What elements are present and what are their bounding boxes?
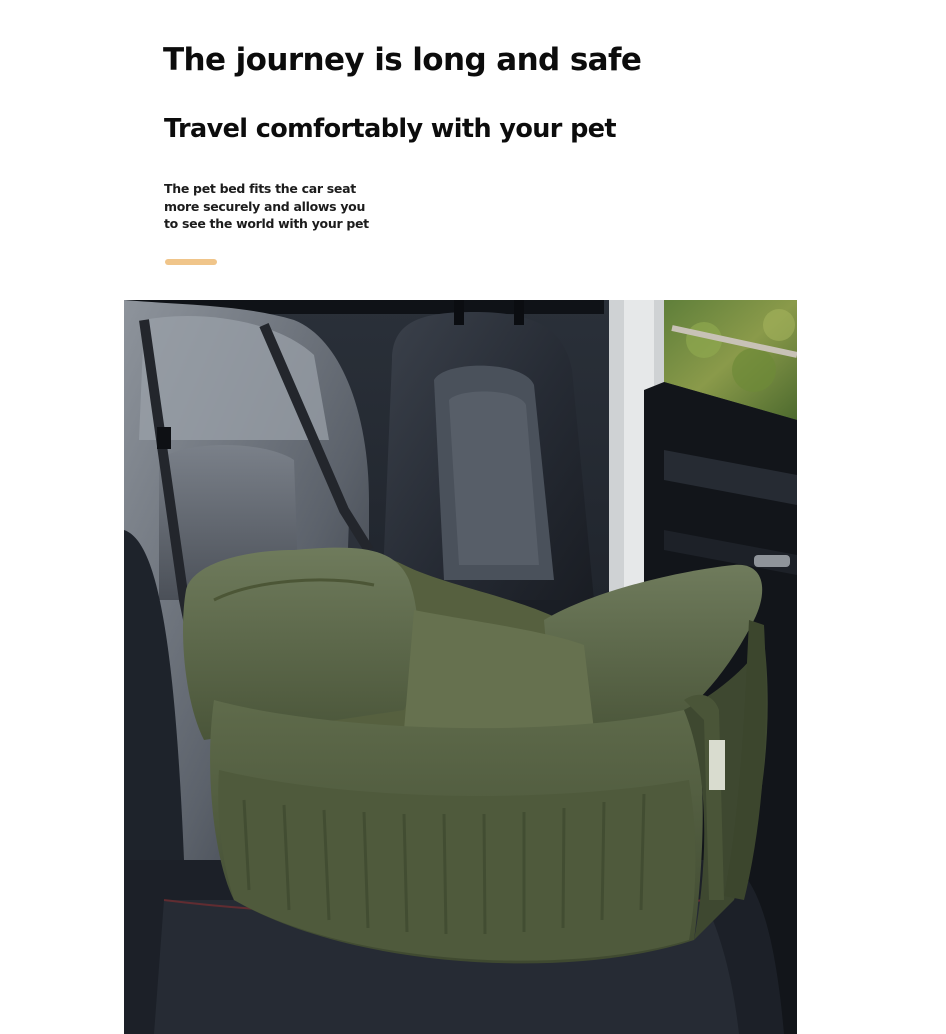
- pet-bed: [183, 548, 768, 964]
- product-photo: [124, 300, 797, 1034]
- description-line: to see the world with your pet: [164, 216, 369, 231]
- subheadline: Travel comfortably with your pet: [164, 114, 617, 144]
- headline: The journey is long and safe: [163, 42, 642, 78]
- pet-car-seat-illustration: [124, 300, 797, 1034]
- description-line: The pet bed fits the car seat: [164, 181, 356, 196]
- description-line: more securely and allows you: [164, 198, 366, 214]
- description: [164, 180, 424, 233]
- accent-divider: [165, 259, 217, 265]
